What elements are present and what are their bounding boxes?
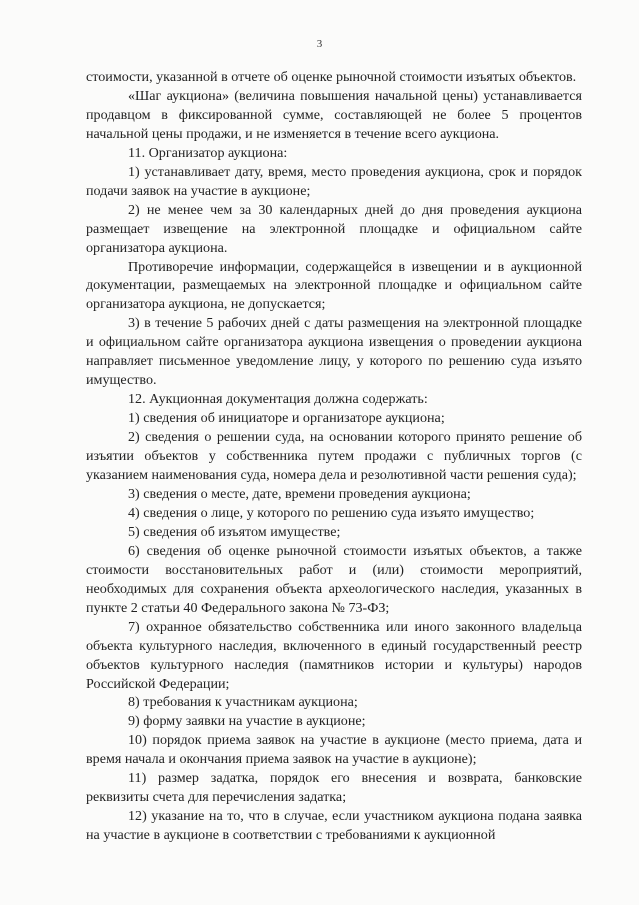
list-item-12-7: 7) охранное обязательство собственника или иного законного владельца объекта культурного наследия, включенного в единый государственный реестр объектов культурного наследия (памятников истории и культуры) народов Российской Федерации; xyxy=(86,618,582,692)
list-item-12-10: 10) порядок приема заявок на участие в аукционе (место приема, дата и время начала и окончания приема заявок на участие в аукционе); xyxy=(86,732,582,768)
paragraph-auction-step: «Шаг аукциона» (величина повышения начальной цены) устанавливается продавцом в фиксированной сумме, составляющей не более 5 процентов начальной цены продажи, и не изменяется в течение всего аукциона. xyxy=(86,87,582,142)
list-item-12-1: 1) сведения об инициаторе и организаторе аукциона; xyxy=(128,410,445,427)
page-number: 3 xyxy=(316,38,323,50)
list-item-12-3: 3) сведения о месте, дате, времени проведения аукциона; xyxy=(128,485,471,502)
list-item-11-3: 3) в течение 5 рабочих дней с даты размещения на электронной площадке и официальном сайте организатора аукциона извещения о проведении аукциона направляет письменное уведомление лицу, у которого по решению суда изъято имущество. xyxy=(86,315,582,389)
list-item-11-1: 1) устанавливает дату, время, место проведения аукциона, срок и порядок подачи заявок на участие в аукционе; xyxy=(86,163,582,199)
document-body xyxy=(86,68,582,845)
section-11-heading: 11. Организатор аукциона: xyxy=(128,144,288,161)
paragraph-contradiction: Противоречие информации, содержащейся в извещении и в аукционной документации, размещаемых на электронной площадке и официальном сайте организатора аукциона, не допускается; xyxy=(86,258,582,313)
list-item-12-12: 12) указание на то, что в случае, если участником аукциона подана заявка на участие в аукционе в соответствии с требованиями к аукционной xyxy=(86,808,582,844)
list-item-12-11: 11) размер задатка, порядок его внесения и возврата, банковские реквизиты счета для перечисления задатка; xyxy=(86,770,582,806)
list-item-12-2: 2) сведения о решении суда, на основании которого принято решение об изъятии объектов у собственника путем продажи с публичных торгов (с указанием наименования суда, номера дела и резолютивной части решения суда); xyxy=(86,429,582,484)
list-item-12-9: 9) форму заявки на участие в аукционе; xyxy=(128,713,366,730)
paragraph-continuation: стоимости, указанной в отчете об оценке рыночной стоимости изъятых объектов. xyxy=(86,69,577,85)
list-item-12-5: 5) сведения об изъятом имуществе; xyxy=(128,523,341,540)
list-item-12-4: 4) сведения о лице, у которого по решению суда изъято имущество; xyxy=(128,504,535,521)
list-item-11-2: 2) не менее чем за 30 календарных дней до дня проведения аукциона размещает извещение на электронной площадке и официальном сайте организатора аукциона. xyxy=(86,201,582,256)
list-item-12-8: 8) требования к участникам аукциона; xyxy=(128,694,358,711)
list-item-12-6: 6) сведения об оценке рыночной стоимости изъятых объектов, а также стоимости восстановительных работ и (или) стоимости мероприятий, необходимых для сохранения объекта археологического наследия, указанных в пункте 2 статьи 40 Федерального закона № 73-ФЗ; xyxy=(86,542,582,616)
section-12-heading: 12. Аукционная документация должна содержать: xyxy=(128,391,428,408)
